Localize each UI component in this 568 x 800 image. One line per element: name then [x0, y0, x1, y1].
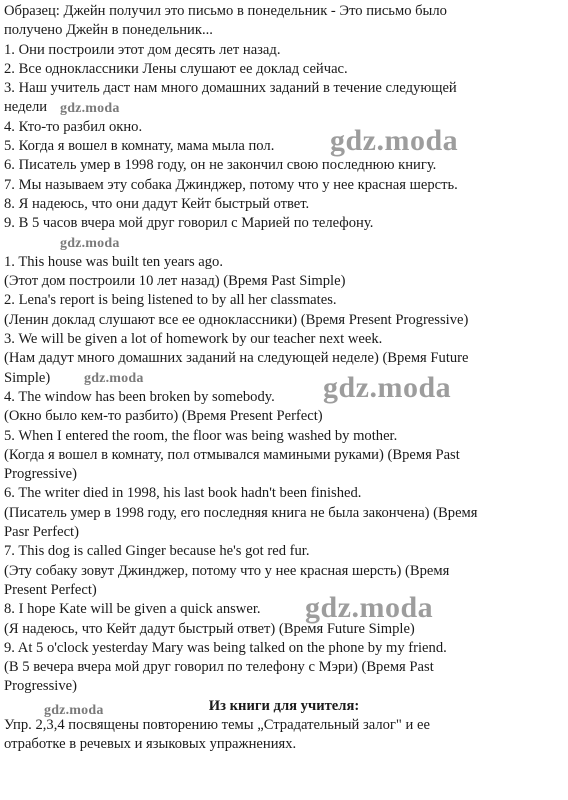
watermark: gdz.moda: [60, 236, 120, 251]
watermark: gdz.moda: [44, 703, 104, 718]
text-line: Present Perfect): [4, 581, 97, 598]
text-line: получено Джейн в понедельник...: [4, 22, 213, 39]
watermark-large: gdz.moda: [323, 371, 452, 404]
text-line: (Ленин доклад слушают все ее одноклассники) (Время Present Progressive): [4, 311, 469, 328]
text-line: 7. Мы называем эту собака Джинджер, потому что у нее красная шерсть.: [4, 176, 458, 193]
teacher-heading: Из книги для учителя:: [208, 697, 360, 714]
text-line: 3. Наш учитель даст нам много домашних заданий в течение следующей: [4, 80, 457, 97]
text-line: (Когда я вошел в комнату, пол отмывался мамиными руками) (Время Past: [4, 446, 460, 463]
teacher-text-line: отработке в речевых и языковых упражнениях.: [4, 736, 297, 753]
text-line: (Я надеюсь, что Кейт дадут быстрый ответ) (Время Future Simple): [4, 620, 415, 637]
text-line: 4. The window has been broken by somebody.: [4, 388, 275, 405]
text-line: 2. Все одноклассники Лены слушают ее доклад сейчас.: [4, 60, 348, 77]
text-line: (Этот дом построили 10 лет назад) (Время Past Simple): [4, 273, 346, 290]
teacher-text-line: Упр. 2,3,4 посвящены повторению темы „Страдательный залог" и ее: [4, 716, 430, 733]
text-line: 5. Когда я вошел в комнату, мама мыла пол.: [4, 138, 275, 155]
text-line: 6. The writer died in 1998, his last book hadn't been finished.: [4, 485, 362, 502]
text-line: 9. At 5 o'clock yesterday Mary was being talked on the phone by my friend.: [4, 639, 447, 656]
text-line: 4. Кто-то разбил окно.: [4, 118, 143, 135]
text-line: 5. When I entered the room, the floor was being washed by mother.: [4, 427, 398, 444]
text-line: Pasr Perfect): [4, 524, 79, 541]
text-line: Progressive): [4, 466, 77, 483]
watermark-large: gdz.moda: [330, 124, 459, 157]
text-line: 8. Я надеюсь, что они дадут Кейт быстрый ответ.: [4, 195, 310, 212]
text-line: Simple): [4, 369, 51, 386]
watermark: gdz.moda: [60, 101, 120, 116]
text-line: (Эту собаку зовут Джинджер, потому что у нее красная шерсть) (Время: [4, 562, 450, 579]
text-line: 2. Lena's report is being listened to by all her classmates.: [4, 292, 337, 309]
text-line: 9. В 5 часов вчера мой друг говорил с Марией по телефону.: [4, 215, 374, 232]
text-line: 1. Они построили этот дом десять лет назад.: [4, 41, 281, 58]
text-line: 1. This house was built ten years ago.: [4, 253, 224, 270]
text-line: (В 5 вечера вчера мой друг говорил по телефону с Мэри) (Время Past: [4, 659, 434, 676]
text-line: (Нам дадут много домашних заданий на следующей неделе) (Время Future: [4, 350, 469, 367]
text-line: (Писатель умер в 1998 году, его последняя книга не была закончена) (Время: [4, 504, 478, 521]
text-line: Progressive): [4, 678, 77, 695]
watermark-large: gdz.moda: [305, 591, 434, 624]
text-line: недели: [4, 99, 48, 116]
text-line: 8. I hope Kate will be given a quick answer.: [4, 601, 261, 618]
text-line: 7. This dog is called Ginger because he's got red fur.: [4, 543, 310, 560]
text-line: Образец: Джейн получил это письмо в понедельник - Это письмо было: [4, 3, 447, 19]
text-line: 6. Писатель умер в 1998 году, он не закончил свою последнюю книгу.: [4, 157, 437, 174]
text-line: 3. We will be given a lot of homework by our teacher next week.: [4, 331, 383, 348]
watermark: gdz.moda: [84, 371, 144, 386]
text-line: (Окно было кем-то разбито) (Время Present Perfect): [4, 408, 323, 425]
